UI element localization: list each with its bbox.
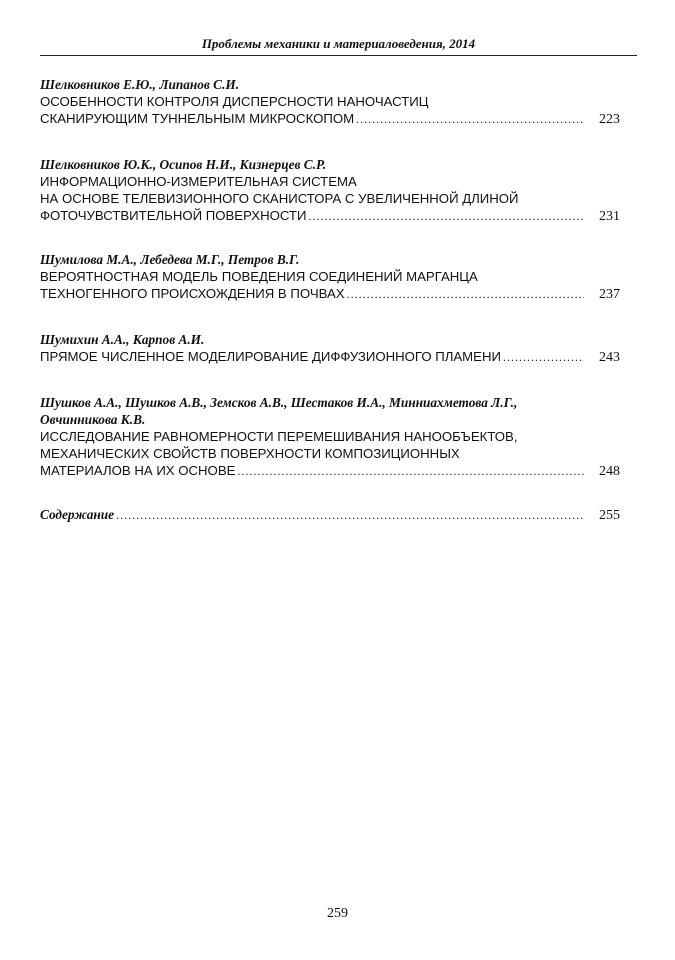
entry-title-line: ОСОБЕННОСТИ КОНТРОЛЯ ДИСПЕРСНОСТИ НАНОЧАСТИЦ xyxy=(40,94,429,109)
contents-entry xyxy=(40,507,620,524)
entry-page-number: 248 xyxy=(599,464,620,479)
entry-page-number: 223 xyxy=(599,112,620,127)
entry-page-number: 237 xyxy=(599,287,620,302)
dot-leader xyxy=(308,208,584,225)
toc-entry xyxy=(40,251,620,303)
entry-title-text: ПРЯМОЕ ЧИСЛЕННОЕ МОДЕЛИРОВАНИЕ ДИФФУЗИОННОГО ПЛАМЕНИ xyxy=(40,349,501,364)
running-title: Проблемы механики и материаловедения, 2014 xyxy=(201,36,476,51)
entry-title-last-line xyxy=(40,348,620,366)
contents-page-number: 255 xyxy=(599,508,620,523)
entry-title-last-line xyxy=(40,285,620,303)
entry-title-line: ИССЛЕДОВАНИЕ РАВНОМЕРНОСТИ ПЕРЕМЕШИВАНИЯ НАНООБЪЕКТОВ, xyxy=(40,429,518,444)
entry-authors: Шушков А.А., Шушков А.В., Земсков А.В., Шестаков И.А., Минниахметова Л.Г., xyxy=(40,395,518,410)
dot-leader xyxy=(503,349,584,366)
dot-leader xyxy=(356,111,584,128)
toc-entry xyxy=(40,394,620,480)
entry-title-last-line xyxy=(40,110,620,128)
entry-authors: Шумихин А.А., Карпов А.И. xyxy=(40,332,205,347)
entry-title-text: СКАНИРУЮЩИМ ТУННЕЛЬНЫМ МИКРОСКОПОМ xyxy=(40,111,355,126)
contents-line xyxy=(40,507,620,524)
entry-page-number: 243 xyxy=(599,350,620,365)
entry-authors-continued: Овчинникова К.В. xyxy=(40,412,146,427)
dot-leader xyxy=(347,286,584,303)
toc-entry xyxy=(40,331,620,366)
dot-leader xyxy=(237,463,584,480)
running-header xyxy=(40,36,637,56)
entry-title-text: ФОТОЧУВСТВИТЕЛЬНОЙ ПОВЕРХНОСТИ xyxy=(40,208,307,223)
contents-label: Содержание xyxy=(40,507,115,522)
entry-title-text: МАТЕРИАЛОВ НА ИХ ОСНОВЕ xyxy=(40,463,236,478)
entry-title-last-line xyxy=(40,462,620,480)
entry-authors: Шелковников Ю.К., Осипов Н.И., Кизнерцев С.Р. xyxy=(40,157,327,172)
entry-page-number: 231 xyxy=(599,209,620,224)
entry-title-line: ИНФОРМАЦИОННО-ИЗМЕРИТЕЛЬНАЯ СИСТЕМА xyxy=(40,174,357,189)
entry-title-line: ВЕРОЯТНОСТНАЯ МОДЕЛЬ ПОВЕДЕНИЯ СОЕДИНЕНИЙ МАРГАНЦА xyxy=(40,269,478,284)
entry-authors: Шумилова М.А., Лебедева М.Г., Петров В.Г. xyxy=(40,252,300,267)
dot-leader xyxy=(116,508,584,523)
entry-title-line: МЕХАНИЧЕСКИХ СВОЙСТВ ПОВЕРХНОСТИ КОМПОЗИЦИОННЫХ xyxy=(40,446,460,461)
entry-authors: Шелковников Е.Ю., Липанов С.И. xyxy=(40,77,240,92)
toc-entry xyxy=(40,156,620,225)
entry-title-text: ТЕХНОГЕННОГО ПРОИСХОЖДЕНИЯ В ПОЧВАХ xyxy=(40,286,345,301)
toc-entry xyxy=(40,76,620,128)
entry-title-last-line xyxy=(40,207,620,225)
entry-title-line: НА ОСНОВЕ ТЕЛЕВИЗИОННОГО СКАНИСТОРА С УВЕЛИЧЕННОЙ ДЛИНОЙ xyxy=(40,191,519,206)
page-number: 259 xyxy=(327,906,348,921)
